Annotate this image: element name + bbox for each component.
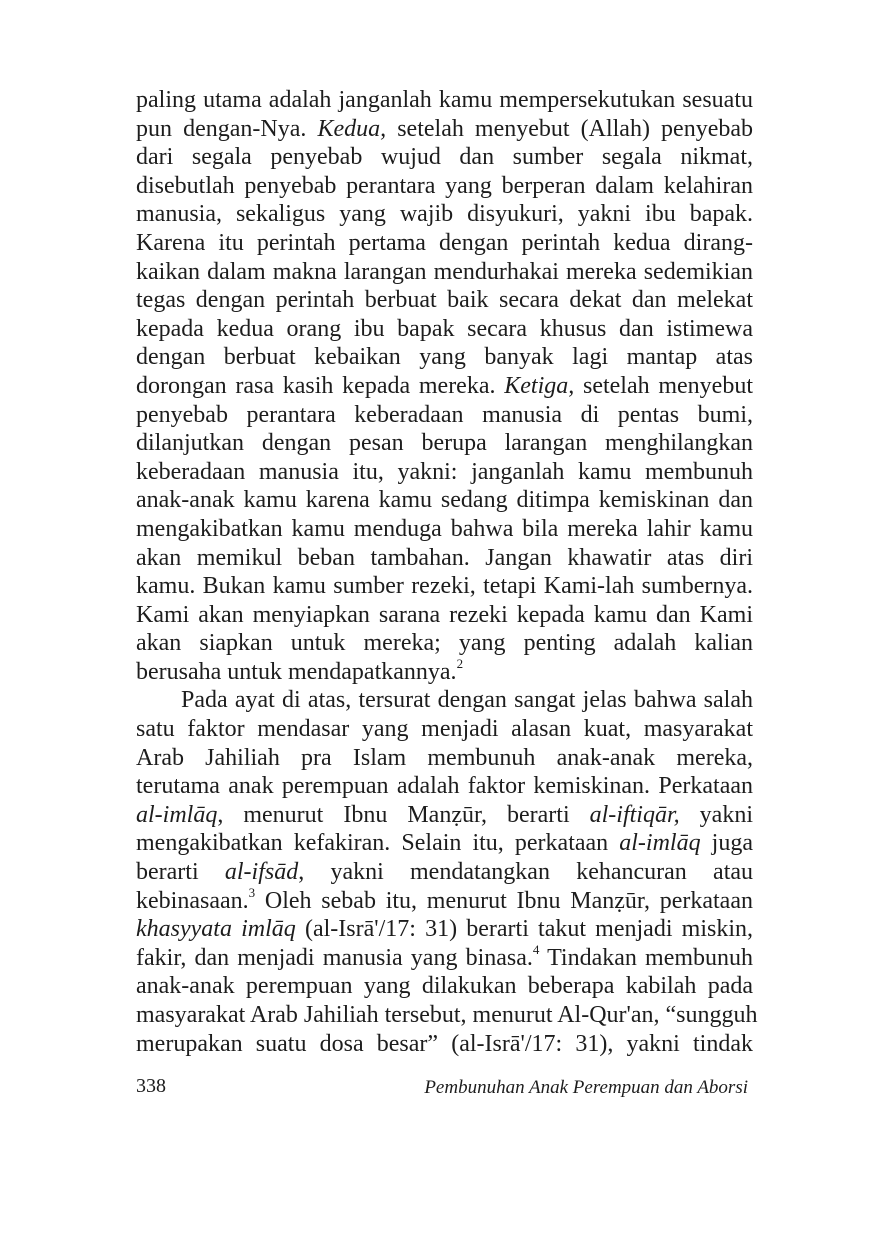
text-line — [136, 655, 753, 687]
text-segment: berarti — [136, 859, 225, 886]
text-segment: dilanjutkan dengan pesan berupa larangan menghilangkan — [136, 430, 753, 457]
page-number: 338 — [136, 1075, 166, 1097]
text-segment: fakir, dan menjadi manusia yang binasa. — [136, 944, 533, 971]
text-line — [136, 401, 753, 430]
italic-term: khasyyata imlāq — [136, 916, 296, 943]
text-segment: penyebab perantara keberadaan manusia di pentas bumi, — [136, 401, 753, 428]
text-line — [136, 715, 753, 744]
text-segment: Tindakan membunuh — [539, 944, 754, 971]
text-segment: mengakibatkan kefakiran. Selain itu, perkataan — [136, 830, 620, 857]
text-line — [136, 772, 753, 801]
text-segment: juga — [700, 830, 753, 857]
text-segment: merupakan suatu dosa besar” (al-Isrā'/17: 31), yakni tindak — [136, 1030, 753, 1057]
text-segment: mengakibatkan kamu menduga bahwa bila mereka lahir kamu — [136, 515, 753, 542]
text-segment: disebutlah penyebab perantara yang berperan dalam kelahiran — [136, 172, 753, 199]
text-line — [136, 572, 753, 601]
text-segment: anak-anak perempuan yang dilakukan beberapa kabilah pada — [136, 973, 753, 1000]
text-line — [136, 941, 754, 973]
text-segment: setelah menyebut — [574, 372, 753, 399]
text-line — [136, 915, 753, 944]
page-footer — [136, 1075, 753, 1105]
text-segment: berusaha untuk mendapatkannya. — [136, 658, 457, 685]
italic-term: al-ifsād — [224, 859, 299, 886]
text-line — [136, 801, 753, 830]
text-line — [136, 429, 753, 458]
text-segment: akan memikul beban tambahan. Jangan khawatir atas diri — [136, 544, 753, 571]
text-segment: kepada kedua orang ibu bapak secara khusus dan istimewa — [136, 315, 753, 342]
italic-term: al-imlāq — [619, 830, 701, 857]
text-line — [136, 458, 753, 487]
body-text — [136, 86, 758, 1058]
text-segment: satu faktor mendasar yang menjadi alasan kuat, masyarakat — [136, 716, 753, 743]
italic-term: Ketiga, — [504, 372, 575, 399]
text-line — [136, 258, 753, 287]
text-line — [136, 172, 753, 201]
text-segment: keberadaan manusia itu, yakni: janganlah kamu membunuh — [136, 458, 753, 485]
footnote-marker: 2 — [456, 655, 464, 671]
text-line — [136, 629, 753, 658]
italic-term: al-iftiqār, — [589, 801, 680, 828]
text-segment: Karena itu perintah pertama dengan perintah kedua dirang- — [136, 229, 753, 256]
text-segment: Pada ayat di atas, tersurat dengan sangat jelas bahwa salah — [181, 687, 753, 714]
text-segment: Oleh sebab itu, menurut Ibnu Manẓūr, perkataan — [255, 887, 753, 914]
footnote-marker: 3 — [248, 884, 256, 900]
text-segment: tegas dengan perintah berbuat baik secara dekat dan melekat — [136, 287, 753, 314]
text-segment: (al-Isrā'/17: 31) berarti takut menjadi miskin, — [295, 916, 754, 943]
text-segment: , menurut Ibnu Manẓūr, berarti — [217, 801, 590, 828]
text-segment: dorongan rasa kasih kepada mereka. — [136, 372, 505, 399]
text-line — [136, 601, 753, 630]
text-segment: dari segala penyebab wujud dan sumber segala nikmat, — [136, 144, 753, 171]
text-line — [136, 1001, 758, 1030]
text-line — [136, 343, 753, 372]
text-segment: manusia, sekaligus yang wajib disyukuri, yakni ibu bapak. — [136, 201, 753, 228]
text-segment: Kami akan menyiapkan sarana rezeki kepada kamu dan Kami — [136, 601, 753, 628]
text-line — [136, 486, 753, 515]
text-segment: yakni — [679, 801, 753, 828]
text-segment: anak-anak kamu karena kamu sedang ditimpa kemiskinan dan — [136, 487, 753, 514]
text-line — [136, 544, 753, 573]
text-segment: , yakni mendatangkan kehancuran atau — [298, 859, 754, 886]
text-line — [136, 829, 753, 858]
text-line — [136, 143, 753, 172]
text-segment: kamu. Bukan kamu sumber rezeki, tetapi Kami-lah sumbernya. — [136, 573, 753, 600]
text-line — [136, 86, 753, 115]
text-line — [136, 686, 753, 715]
text-segment: paling utama adalah janganlah kamu mempersekutukan sesuatu — [136, 87, 753, 113]
text-line — [136, 286, 753, 315]
italic-term: al-imlāq — [136, 801, 218, 828]
text-segment: akan siapkan untuk mereka; yang penting adalah kalian — [136, 630, 753, 657]
text-line — [136, 315, 753, 344]
text-line — [136, 884, 753, 916]
text-segment: kebinasaan. — [136, 887, 249, 914]
running-title: Pembunuhan Anak Perempuan dan Aborsi — [424, 1077, 748, 1098]
text-segment: dengan berbuat kebaikan yang banyak lagi mantap atas — [136, 344, 753, 371]
footnote-marker: 4 — [532, 941, 540, 957]
text-line — [136, 972, 753, 1001]
text-line — [136, 515, 753, 544]
text-line — [136, 229, 753, 258]
text-segment: pun dengan-Nya. — [136, 115, 318, 142]
text-segment: masyarakat Arab Jahiliah tersebut, menurut Al-Qur'an, “sungguh — [136, 1002, 758, 1028]
text-segment: terutama anak perempuan adalah faktor kemiskinan. Perkataan — [136, 773, 753, 800]
text-line — [136, 1030, 753, 1059]
text-line — [136, 115, 753, 144]
text-line — [136, 200, 753, 229]
text-segment: kaikan dalam makna larangan mendurhakai mereka sedemikian — [136, 258, 753, 285]
text-segment: setelah menyebut (Allah) penyebab — [386, 115, 753, 142]
text-segment: Arab Jahiliah pra Islam membunuh anak-anak mereka, — [136, 744, 753, 771]
text-line — [136, 372, 753, 401]
italic-term: Kedua, — [317, 115, 387, 142]
text-line — [136, 744, 753, 773]
text-line — [136, 858, 753, 887]
